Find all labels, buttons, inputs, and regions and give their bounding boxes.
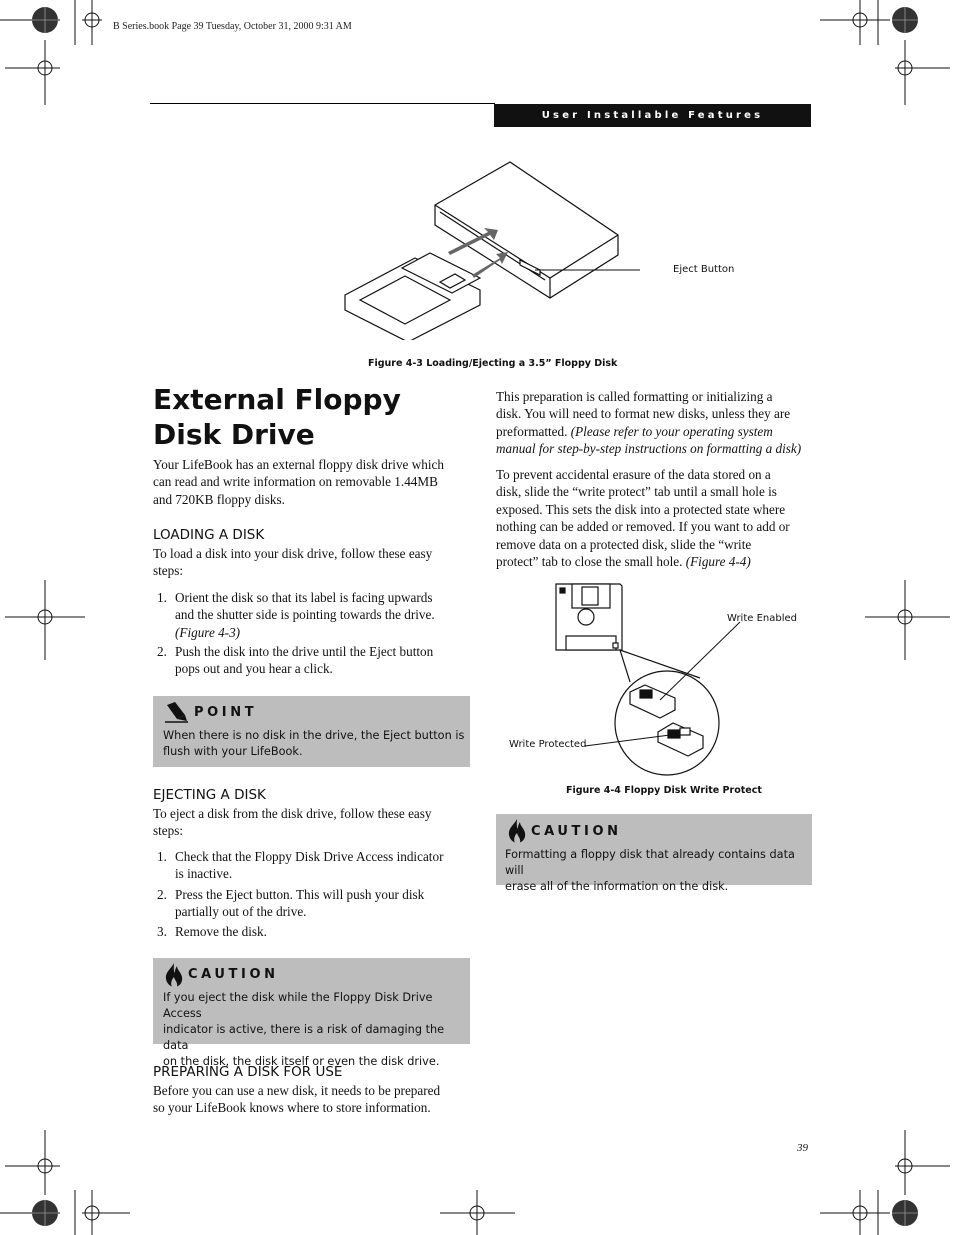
caution-box-format [496, 814, 812, 893]
intro-paragraph: Your LifeBook has an external floppy disk drive which can read and write information on removable 1.44MB and 720KB floppy disks. [153, 457, 444, 507]
write-protect-paragraph: To prevent accidental erasure of the data stored on a disk, slide the “write protect” tab until a small hole is exposed. This sets the disk into a protected state where nothing can be added or removed. If you want to add or remove data on a protected disk, slide the “write protect” tab to close the small hole. (Figure 4-4) [496, 467, 790, 570]
figure-4-4-caption: Figure 4-4 Floppy Disk Write Protect [566, 785, 762, 796]
loading-intro: To load a disk into your disk drive, follow these easy steps: [153, 546, 433, 579]
loading-step-1: 1. Orient the disk so that its label is facing upwards and the shutter side is pointing towards the drive. (Figure 4-3) [157, 590, 435, 640]
eject-button-callout: Eject Button [673, 264, 735, 275]
preparing-paragraph: Before you can use a new disk, it needs to be prepared so your LifeBook knows where to store information. [153, 1083, 441, 1116]
preparing-heading: PREPARING A DISK FOR USE [153, 1064, 343, 1080]
page-number: 39 [797, 1142, 808, 1154]
figure-4-3-drawing [340, 160, 640, 340]
point-note-box [153, 696, 470, 767]
section-header: User Installable Features [494, 104, 811, 127]
header-rule [150, 103, 495, 104]
caution-title-eject: CAUTION [188, 967, 279, 982]
ejecting-heading: EJECTING A DISK [153, 787, 266, 803]
ejecting-step-3: 3. Remove the disk. [157, 924, 267, 939]
ejecting-step-1: 1. Check that the Floppy Disk Drive Access indicator is inactive. [157, 849, 444, 882]
caution-title-format: CAUTION [531, 824, 622, 839]
caution-box-eject [153, 958, 470, 1068]
formatting-paragraph: This preparation is called formatting or initializing a disk. You will need to format new disks, unless they are preformatted. (Please refer to your operating system manual for step-by-step instructions on formatting a disk) [496, 389, 802, 457]
write-enabled-label: Write Enabled [727, 613, 797, 624]
ejecting-intro: To eject a disk from the disk drive, follow these easy steps: [153, 806, 432, 839]
book-slug: B Series.book Page 39 Tuesday, October 31, 2000 9:31 AM [113, 21, 352, 32]
page-title: External Floppy Disk Drive [153, 383, 401, 451]
write-protected-label: Write Protected [509, 739, 587, 750]
flame-icon [163, 962, 185, 988]
caution-text-format: Formatting a floppy disk that already contains data will erase all of the information on the disk. [505, 848, 795, 893]
loading-step-2: 2. Push the disk into the drive until the Eject button pops out and you hear a click. [157, 644, 434, 677]
pencil-icon [163, 701, 189, 723]
caution-text-eject: If you eject the disk while the Floppy Disk Drive Access indicator is active, there is a risk of damaging the data on the disk, the disk itself or even the disk drive. [163, 991, 445, 1068]
figure-4-3-caption: Figure 4-3 Loading/Ejecting a 3.5” Floppy Disk [368, 358, 618, 369]
point-title: POINT [194, 705, 258, 720]
flame-icon [506, 818, 528, 844]
point-text: When there is no disk in the drive, the Eject button is flush with your LifeBook. [163, 729, 465, 758]
loading-heading: LOADING A DISK [153, 527, 265, 543]
figure-4-4-drawing [550, 580, 750, 780]
ejecting-step-2: 2. Press the Eject button. This will push your disk partially out of the drive. [157, 887, 425, 920]
